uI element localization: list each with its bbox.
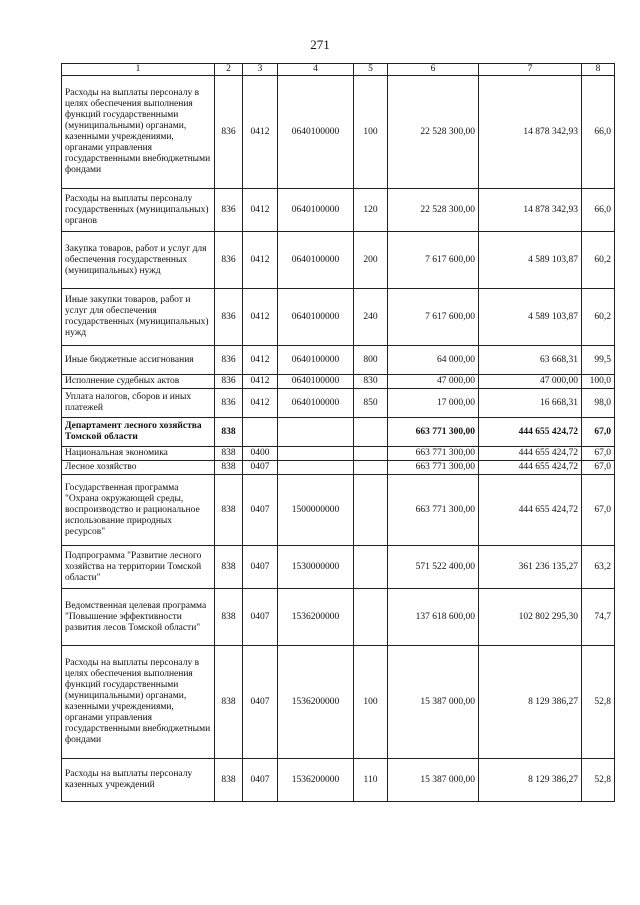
executed-amount-cell: 16 668,31: [479, 389, 582, 418]
target-code-cell: 0640100000: [278, 346, 354, 375]
table-row: [62, 76, 615, 189]
admin-code-cell: 838: [215, 461, 243, 475]
row-name-cell: Подпрограмма "Развитие лесного хозяйства на территории Томской области": [62, 546, 215, 589]
expense-type-cell: [354, 475, 388, 546]
percent-cell: 52,8: [582, 646, 615, 759]
target-code-cell: 1536200000: [278, 589, 354, 646]
target-code-cell: 0640100000: [278, 189, 354, 232]
header-row: [62, 64, 615, 76]
admin-code-cell: 836: [215, 346, 243, 375]
row-name-cell: Иные бюджетные ассигнования: [62, 346, 215, 375]
expense-type-cell: [354, 589, 388, 646]
target-code-cell: 0640100000: [278, 289, 354, 346]
percent-cell: 98,0: [582, 389, 615, 418]
executed-amount-cell: 63 668,31: [479, 346, 582, 375]
header-cell: 8: [582, 64, 615, 76]
table-row: [62, 475, 615, 546]
executed-amount-cell: 47 000,00: [479, 375, 582, 389]
approved-amount-cell: 663 771 300,00: [388, 475, 479, 546]
table-row: [62, 447, 615, 461]
row-name-cell: Уплата налогов, сборов и иных платежей: [62, 389, 215, 418]
expense-type-cell: 200: [354, 232, 388, 289]
approved-amount-cell: 15 387 000,00: [388, 759, 479, 802]
admin-code-cell: 836: [215, 289, 243, 346]
table-row: [62, 759, 615, 802]
header-cell: 2: [215, 64, 243, 76]
approved-amount-cell: 22 528 300,00: [388, 189, 479, 232]
admin-code-cell: 836: [215, 76, 243, 189]
percent-cell: 67,0: [582, 447, 615, 461]
header-cell: 5: [354, 64, 388, 76]
table-row: [62, 189, 615, 232]
executed-amount-cell: 444 655 424,72: [479, 447, 582, 461]
admin-code-cell: 838: [215, 759, 243, 802]
header-cell: 6: [388, 64, 479, 76]
expense-type-cell: [354, 546, 388, 589]
percent-cell: 52,8: [582, 759, 615, 802]
approved-amount-cell: 137 618 600,00: [388, 589, 479, 646]
target-code-cell: 0640100000: [278, 389, 354, 418]
header-cell: 1: [62, 64, 215, 76]
expense-type-cell: [354, 461, 388, 475]
admin-code-cell: 838: [215, 447, 243, 461]
section-code-cell: 0400: [243, 447, 278, 461]
table-row: [62, 646, 615, 759]
approved-amount-cell: 7 617 600,00: [388, 289, 479, 346]
admin-code-cell: 838: [215, 418, 243, 447]
expense-type-cell: 850: [354, 389, 388, 418]
section-code-cell: 0412: [243, 375, 278, 389]
executed-amount-cell: 4 589 103,87: [479, 289, 582, 346]
expense-type-cell: 100: [354, 76, 388, 189]
executed-amount-cell: 14 878 342,93: [479, 76, 582, 189]
percent-cell: 63,2: [582, 546, 615, 589]
admin-code-cell: 836: [215, 389, 243, 418]
page-number: 271: [310, 37, 330, 52]
admin-code-cell: 836: [215, 189, 243, 232]
approved-amount-cell: 663 771 300,00: [388, 418, 479, 447]
row-name-cell: Иные закупки товаров, работ и услуг для обеспечения государственных (муниципальных) нужд: [62, 289, 215, 346]
executed-amount-cell: 444 655 424,72: [479, 418, 582, 447]
expense-type-cell: 830: [354, 375, 388, 389]
admin-code-cell: 838: [215, 546, 243, 589]
executed-amount-cell: 14 878 342,93: [479, 189, 582, 232]
header-cell: 3: [243, 64, 278, 76]
approved-amount-cell: 571 522 400,00: [388, 546, 479, 589]
approved-amount-cell: 663 771 300,00: [388, 461, 479, 475]
row-name-cell: Национальная экономика: [62, 447, 215, 461]
percent-cell: 66,0: [582, 76, 615, 189]
section-code-cell: 0407: [243, 546, 278, 589]
section-code-cell: 0412: [243, 389, 278, 418]
admin-code-cell: 838: [215, 589, 243, 646]
percent-cell: 100,0: [582, 375, 615, 389]
section-code-cell: 0412: [243, 346, 278, 375]
target-code-cell: 0640100000: [278, 76, 354, 189]
target-code-cell: 1530000000: [278, 546, 354, 589]
executed-amount-cell: 444 655 424,72: [479, 475, 582, 546]
table-row: [62, 289, 615, 346]
row-name-cell: Расходы на выплаты персоналу государственных (муниципальных) органов: [62, 189, 215, 232]
section-code-cell: 0407: [243, 589, 278, 646]
row-name-cell: Закупка товаров, работ и услуг для обеспечения государственных (муниципальных) нужд: [62, 232, 215, 289]
approved-amount-cell: 663 771 300,00: [388, 447, 479, 461]
percent-cell: 67,0: [582, 475, 615, 546]
section-code-cell: 0407: [243, 475, 278, 546]
executed-amount-cell: 444 655 424,72: [479, 461, 582, 475]
row-name-cell: Государственная программа "Охрана окружающей среды, воспроизводство и рациональное использование природных ресурсов": [62, 475, 215, 546]
target-code-cell: 0640100000: [278, 232, 354, 289]
approved-amount-cell: 15 387 000,00: [388, 646, 479, 759]
target-code-cell: 1536200000: [278, 759, 354, 802]
header-cell: 7: [479, 64, 582, 76]
table-row: [62, 418, 615, 447]
expense-type-cell: [354, 418, 388, 447]
target-code-cell: [278, 418, 354, 447]
expense-type-cell: 120: [354, 189, 388, 232]
section-code-cell: 0407: [243, 759, 278, 802]
target-code-cell: [278, 447, 354, 461]
approved-amount-cell: 22 528 300,00: [388, 76, 479, 189]
section-code-cell: 0412: [243, 289, 278, 346]
executed-amount-cell: 8 129 386,27: [479, 759, 582, 802]
row-name-cell: Расходы на выплаты персоналу в целях обеспечения выполнения функций государственными (муниципальными) органами, казенными учреждениями, органами управления государственными внебюджетными фондами: [62, 76, 215, 189]
table-row: [62, 389, 615, 418]
table-row: [62, 375, 615, 389]
section-code-cell: 0407: [243, 646, 278, 759]
approved-amount-cell: 7 617 600,00: [388, 232, 479, 289]
percent-cell: 67,0: [582, 418, 615, 447]
table-row: [62, 546, 615, 589]
approved-amount-cell: 17 000,00: [388, 389, 479, 418]
admin-code-cell: 838: [215, 646, 243, 759]
table-row: [62, 589, 615, 646]
expense-type-cell: [354, 447, 388, 461]
row-name-cell: Департамент лесного хозяйства Томской области: [62, 418, 215, 447]
percent-cell: 60,2: [582, 232, 615, 289]
admin-code-cell: 836: [215, 232, 243, 289]
header-cell: 4: [278, 64, 354, 76]
section-code-cell: 0412: [243, 76, 278, 189]
expense-type-cell: 240: [354, 289, 388, 346]
section-code-cell: 0412: [243, 232, 278, 289]
expense-type-cell: 110: [354, 759, 388, 802]
approved-amount-cell: 47 000,00: [388, 375, 479, 389]
target-code-cell: 0640100000: [278, 375, 354, 389]
expense-type-cell: 800: [354, 346, 388, 375]
executed-amount-cell: 102 802 295,30: [479, 589, 582, 646]
expense-type-cell: 100: [354, 646, 388, 759]
section-code-cell: [243, 418, 278, 447]
row-name-cell: Лесное хозяйство: [62, 461, 215, 475]
percent-cell: 99,5: [582, 346, 615, 375]
executed-amount-cell: 361 236 135,27: [479, 546, 582, 589]
percent-cell: 60,2: [582, 289, 615, 346]
row-name-cell: Исполнение судебных актов: [62, 375, 215, 389]
row-name-cell: Расходы на выплаты персоналу казенных учреждений: [62, 759, 215, 802]
target-code-cell: 1500000000: [278, 475, 354, 546]
admin-code-cell: 836: [215, 375, 243, 389]
executed-amount-cell: 8 129 386,27: [479, 646, 582, 759]
row-name-cell: Ведомственная целевая программа "Повышение эффективности развития лесов Томской области": [62, 589, 215, 646]
table-row: [62, 232, 615, 289]
percent-cell: 67,0: [582, 461, 615, 475]
percent-cell: 66,0: [582, 189, 615, 232]
table-row: [62, 346, 615, 375]
row-name-cell: Расходы на выплаты персоналу в целях обеспечения выполнения функций государственными (муниципальными) органами, казенными учреждениями, органами управления государственными внебюджетными фондами: [62, 646, 215, 759]
target-code-cell: [278, 461, 354, 475]
table-row: [62, 461, 615, 475]
section-code-cell: 0412: [243, 189, 278, 232]
executed-amount-cell: 4 589 103,87: [479, 232, 582, 289]
target-code-cell: 1536200000: [278, 646, 354, 759]
admin-code-cell: 838: [215, 475, 243, 546]
budget-table: [61, 63, 615, 802]
percent-cell: 74,7: [582, 589, 615, 646]
section-code-cell: 0407: [243, 461, 278, 475]
approved-amount-cell: 64 000,00: [388, 346, 479, 375]
